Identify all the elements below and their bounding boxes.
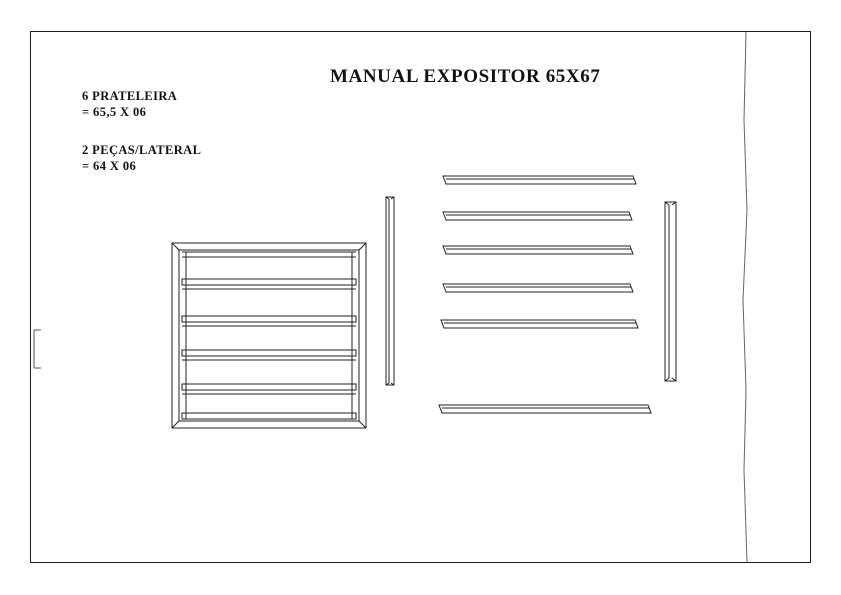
note-shelf-qty-label: 6 PRATELEIRA — [82, 89, 178, 103]
sheet-border — [30, 31, 811, 563]
note-side-qty-dims: = 64 X 06 — [82, 159, 137, 173]
page-title: MANUAL EXPOSITOR 65X67 — [330, 66, 601, 87]
note-shelf-qty-dims: = 65,5 X 06 — [82, 105, 147, 119]
note-side-qty-label: 2 PEÇAS/LATERAL — [82, 143, 202, 157]
